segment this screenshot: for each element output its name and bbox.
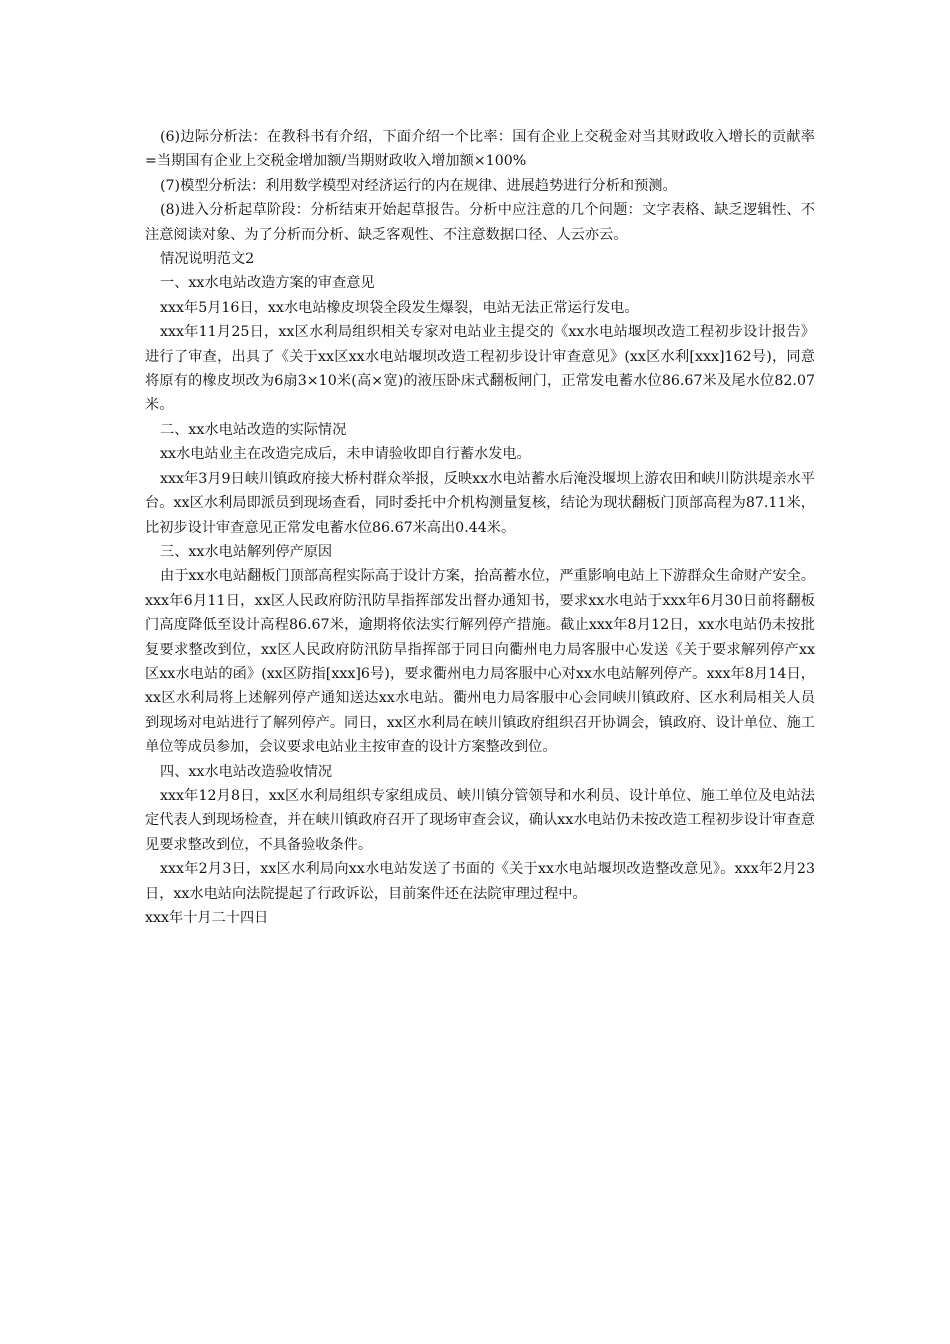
paragraph-shutdown-details: 由于xx水电站翻板门顶部高程实际高于设计方案，抬高蓄水位，严重影响电站上下游群众生命财产安全。xxx年6月11日，xx区人民政府防汛防旱指挥部发出督办通知书，要求xx水电站于xxx年6月30日前将翻板门高度降低至设计高程86.67米，逾期将依法实行解列停产措施。截止xxx年8月12日，xx水电站仍未按批复要求整改到位，xx区人民政府防汛防旱指挥部于同日向衢州电力局客服中心发送《关于要求解列停产xx区xx水电站的函》(xx区防指[xxx]6号)，要求衢州电力局客服中心对xx水电站解列停产。xxx年8月14日，xx区水利局将上述解列停产通知送达xx水电站。衢州电力局客服中心会同峡川镇政府、区水利局相关人员到现场对电站进行了解列停产。同日，xx区水利局在峡川镇政府组织召开协调会，镇政府、设计单位、施工单位等成员参加，会议要求电站业主按审查的设计方案整改到位。 (145, 568, 815, 756)
heading-review-opinion: 一、xx水电站改造方案的审查意见 (160, 275, 375, 292)
paragraph-marginal-analysis: (6)边际分析法：在教科书有介绍，下面介绍一个比率：国有企业上交税金对当其财政收入增长的贡献率=当期国有企业上交税金增加额/当期财政收入增加额×100% (145, 129, 815, 170)
paragraph-complaint: xxx年3月9日峡川镇政府接大桥村群众举报，反映xx水电站蓄水后淹没堰坝上游农田和峡川防洪堤亲水平台。xx区水利局即派员到现场查看，同时委托中介机构测量复核，结论为现状翻板门顶部高程为87.11米，比初步设计审查意见正常发电蓄水位86.67米高出0.44米。 (145, 470, 815, 536)
paragraph-lawsuit: xxx年2月3日，xx区水利局向xx水电站发送了书面的《关于xx水电站堰坝改造整改意见》。xxx年2月23日，xx水电站向法院提起了行政诉讼，目前案件还在法院审理过程中。 (145, 861, 815, 902)
paragraph-dam-burst: xxx年5月16日，xx水电站橡皮坝袋全段发生爆裂，电站无法正常运行发电。 (160, 299, 639, 316)
paragraph-model-analysis: (7)模型分析法：利用数学模型对经济运行的内在规律、进展趋势进行分析和预测。 (160, 177, 677, 194)
paragraph-self-storage: xx水电站业主在改造完成后，未申请验收即自行蓄水发电。 (160, 446, 531, 463)
heading-actual-situation: 二、xx水电站改造的实际情况 (160, 421, 347, 438)
document-page (145, 125, 815, 930)
section-title: 情况说明范文2 (160, 251, 255, 268)
paragraph-design-review: xxx年11月25日，xx区水利局组织相关专家对电站业主提交的《xx水电站堰坝改造工程初步设计报告》进行了审查，出具了《关于xx区xx水电站堰坝改造工程初步设计审查意见》(xx区水利[xxx]162号)，同意将原有的橡皮坝改为6扇3×10米(高×宽)的液压卧床式翻板闸门，正常发电蓄水位86.67米及尾水位82.07米。 (145, 324, 815, 414)
paragraph-drafting-stage: (8)进入分析起草阶段：分析结束开始起草报告。分析中应注意的几个问题：文字表格、缺乏逻辑性、不注意阅读对象、为了分析而分析、缺乏客观性、不注意数据口径、人云亦云。 (145, 202, 815, 243)
heading-shutdown-reason: 三、xx水电站解列停产原因 (160, 543, 333, 560)
document-date: xxx年十月二十四日 (145, 910, 269, 926)
paragraph-inspection: xxx年12月8日，xx区水利局组织专家组成员、峡川镇分管领导和水利员、设计单位、施工单位及电站法定代表人到现场检查，并在峡川镇政府召开了现场审查会议，确认xx水电站仍未按改造工程初步设计审查意见要求整改到位，不具备验收条件。 (145, 787, 815, 853)
heading-acceptance: 四、xx水电站改造验收情况 (160, 763, 333, 780)
